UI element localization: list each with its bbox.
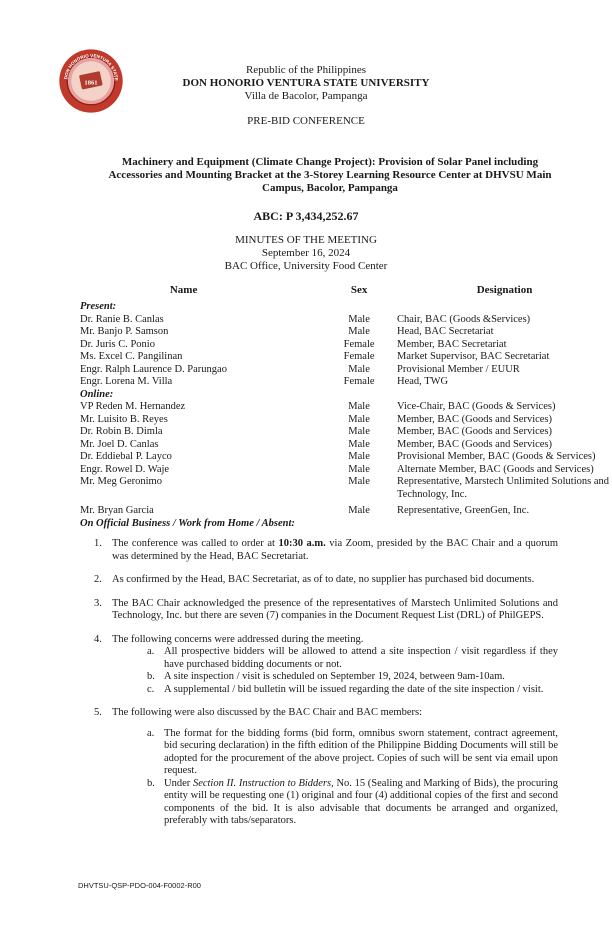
list-item: 4. The following concerns were addressed during the meeting. a. All prospective bidders will be allowed to attend a site inspection / visit regardless if they have purchased bidding documents or not. b. A site inspection / visit is scheduled on September 19, 2024, between 9am-10am. c. A supplemental / bid bulletin will be issued regarding the date of the site inspection / visit. xyxy=(94,633,558,695)
table-row: Dr. Ranie B. Canlas Male Chair, BAC (Goods &Services) xyxy=(80,313,531,325)
table-row: Engr. Ralph Laurence D. Parungao Male Provisional Member / EUUR xyxy=(80,363,520,375)
republic-line: Republic of the Philippines xyxy=(245,64,367,76)
minutes-items xyxy=(94,538,559,839)
table-row: Engr. Rowel D. Waje Male Alternate Member, BAC (Goods and Services) xyxy=(80,463,594,475)
table-row: Mr. Joel D. Canlas Male Member, BAC (Goods and Services) xyxy=(80,438,553,450)
absent-label: On Official Business / Work from Home / Absent: xyxy=(80,517,295,529)
office-title: PRE-BID CONFERENCE xyxy=(247,115,365,127)
list-item: 5. The following were also discussed by the BAC Chair and BAC members: a. The format for the bidding forms (bid form, omnibus sworn statement, contract agreement, bid securing declaration) in the fifth edition of the Philippine Bidding Documents will still be adopted for the procurement of the above project. Copies of such will be sent via email upon request. b. Under Section II. Instruction to Bidders, No. 15 (Sealing and Marking of Bids), the procuring entity will be requesting one (1) original and four (4) additional copies of the first and second components of the bid. It is also advisable that documents be arranged and organized, preferably with tabs/separators. xyxy=(94,707,559,826)
abc-amount: ABC: P 3,434,252.67 xyxy=(253,209,359,223)
online-label: Online: xyxy=(80,388,114,400)
project-title: Machinery and Equipment (Climate Change Project): Provision of Solar Panel including Accessories and Mounting Bracket at the 3-Storey Learning Resource Center at DHVSU Main Campus, Bacolor, Pampanga xyxy=(108,156,552,194)
sub-item: a. The format for the bidding forms (bid form, omnibus sworn statement, contract agreement, bid securing declaration) in the fifth edition of the Philippine Bidding Documents will still be adopted for the procurement of the above project. Copies of such will be sent via email upon request. xyxy=(147,727,558,776)
attendance-table xyxy=(80,284,612,530)
sub-item: b. A site inspection / visit is scheduled on September 19, 2024, between 9am-10am. xyxy=(147,671,505,682)
table-row: Mr. Bryan Garcia Male Representative, GreenGen, Inc. xyxy=(80,505,530,516)
attendance-header-row xyxy=(80,284,612,301)
minutes-title: MINUTES OF THE MEETING xyxy=(235,234,377,246)
svg-text:DON HONORIO VENTURA STATE UNIV: DON HONORIO VENTURA STATE xyxy=(63,53,119,81)
sub-item: b. Under Section II. Instruction to Bidders, No. 15 (Sealing and Marking of Bids), the procuring entity will be requesting one (1) original and four (4) additional copies of the first and second components of the bid. It is also advisable that documents be arranged and organized, preferably with tabs/separators. xyxy=(147,777,559,826)
letterhead xyxy=(0,64,612,128)
designation-header: Designation xyxy=(476,284,533,296)
table-row: Mr. Meg Geronimo Male Representative, Marstech Unlimited Solutions and Technology, Inc. xyxy=(80,476,609,500)
table-row: Mr. Luisito B. Reyes Male Member, BAC (Goods and Services) xyxy=(80,413,553,425)
minutes-date: September 16, 2024 xyxy=(261,247,351,259)
sub-item: a. All prospective bidders will be allowed to attend a site inspection / visit regardless if they have purchased bidding documents or not. xyxy=(147,646,558,670)
minutes-venue: BAC Office, University Food Center xyxy=(224,260,388,272)
list-item: 1. The conference was called to order at 10:30 a.m. via Zoom, presided by the BAC Chair and a quorum was determined by the Head, BAC Secretariat. xyxy=(94,538,558,562)
list-item: 2. As confirmed by the Head, BAC Secretariat, as of to date, no supplier has purchased bid documents. xyxy=(94,574,535,585)
university-location: Villa de Bacolor, Pampanga xyxy=(244,90,368,102)
table-row: Ms. Excel C. Pangilinan Female Market Supervisor, BAC Secretariat xyxy=(80,351,550,362)
svg-text:1861: 1861 xyxy=(84,79,98,87)
sex-header: Sex xyxy=(350,284,368,296)
minutes-header xyxy=(0,234,612,273)
table-row: Dr. Eddiebal P. Layco Male Provisional Member, BAC (Goods & Services) xyxy=(80,451,596,462)
name-header: Name xyxy=(169,284,198,296)
table-row: Engr. Lorena M. Villa Female Head, TWG xyxy=(80,376,449,387)
sub-item: c. A supplemental / bid bulletin will be issued regarding the date of the site inspection / visit. xyxy=(147,683,544,695)
document-code: DHVTSU-QSP-PDO-004-F0002-R00 xyxy=(78,881,201,890)
table-row: VP Reden M. Hernandez Male Vice-Chair, BAC (Goods & Services) xyxy=(80,401,556,412)
table-row: Mr. Banjo P. Samson Male Head, BAC Secretariat xyxy=(80,326,494,337)
table-row: Dr. Juris C. Ponio Female Member, BAC Secretariat xyxy=(80,338,507,350)
list-item: 3. The BAC Chair acknowledged the presence of the representatives of Marstech Unlimited Solutions and Technology, Inc. but there are seven (7) companies in the Document Request List (DRL) of PhilGEPS. xyxy=(94,597,558,621)
table-row: Dr. Robin B. Dimla Male Member, BAC (Goods and Services) xyxy=(80,426,553,437)
present-label: Present: xyxy=(80,301,117,312)
university-name: DON HONORIO VENTURA STATE UNIVERSITY xyxy=(182,77,430,89)
